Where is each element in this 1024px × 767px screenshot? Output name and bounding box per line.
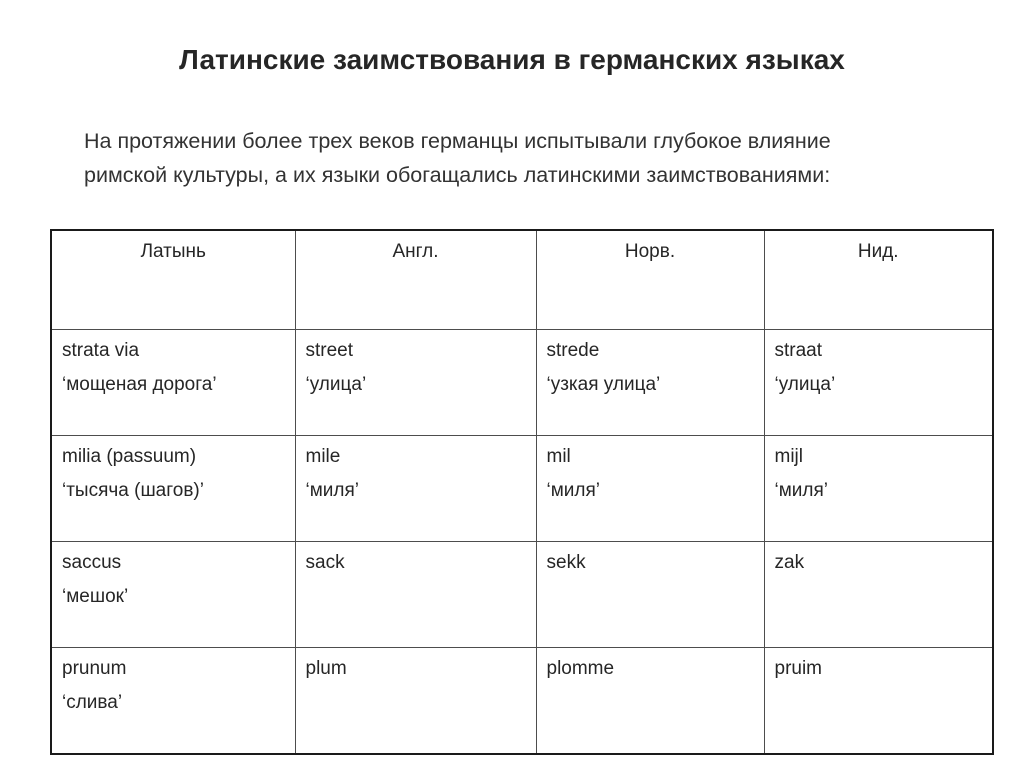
intro-line: На протяжении более трех веков германцы испытывали глубокое влияние [84,129,831,153]
table-header-row [51,230,993,330]
cell-word: prunum [62,658,127,679]
cell-norwegian [536,330,764,436]
cell-gloss: ‘миля’ [774,480,828,501]
cell-english [295,436,536,542]
cell-english [295,330,536,436]
cell-latin [51,542,295,648]
cell-dutch [764,542,993,648]
cell-gloss: ‘мешок’ [62,586,129,607]
intro-line: римской культуры, а их языки обогащались латинскими заимствованиями: [84,163,831,187]
cell-norwegian [536,648,764,755]
cell-dutch [764,648,993,755]
cell-word: plomme [546,658,615,679]
intro-paragraph [84,124,1004,192]
header-latin: Латынь [51,230,295,330]
cell-norwegian [536,542,764,648]
slide-title: Латинские заимствования в германских языках [179,44,845,75]
cell-word: mijl [774,446,803,467]
cell-english [295,648,536,755]
cell-gloss: ‘тысяча (шагов)’ [62,480,204,501]
cell-word: sekk [546,552,586,573]
cell-dutch [764,330,993,436]
cell-word: street [305,340,354,361]
cell-norwegian [536,436,764,542]
cell-word: mil [546,446,571,467]
cell-gloss: ‘улица’ [305,374,367,395]
cell-word: straat [774,340,823,361]
header-dutch: Нид. [764,230,993,330]
cell-word: sack [305,552,345,573]
cell-gloss: ‘улица’ [774,374,836,395]
cell-word: plum [305,658,347,679]
cell-latin [51,648,295,755]
cell-word: strata via [62,340,140,361]
borrowings-table [50,229,994,755]
cell-gloss: ‘миля’ [305,480,359,501]
cell-latin [51,436,295,542]
cell-latin [51,330,295,436]
cell-english [295,542,536,648]
cell-gloss: ‘мощеная дорога’ [62,374,217,395]
cell-word: mile [305,446,341,467]
cell-word: zak [774,552,805,573]
cell-word: pruim [774,658,823,679]
cell-dutch [764,436,993,542]
table-row [51,542,993,648]
cell-word: saccus [62,552,122,573]
header-norwegian: Норв. [536,230,764,330]
cell-word: strede [546,340,600,361]
cell-gloss: ‘миля’ [546,480,600,501]
cell-gloss: ‘узкая улица’ [546,374,661,395]
table-row [51,648,993,755]
header-english: Англ. [295,230,536,330]
table-row [51,436,993,542]
cell-gloss: ‘слива’ [62,692,123,713]
cell-word: milia (passuum) [62,446,197,467]
table-row [51,330,993,436]
